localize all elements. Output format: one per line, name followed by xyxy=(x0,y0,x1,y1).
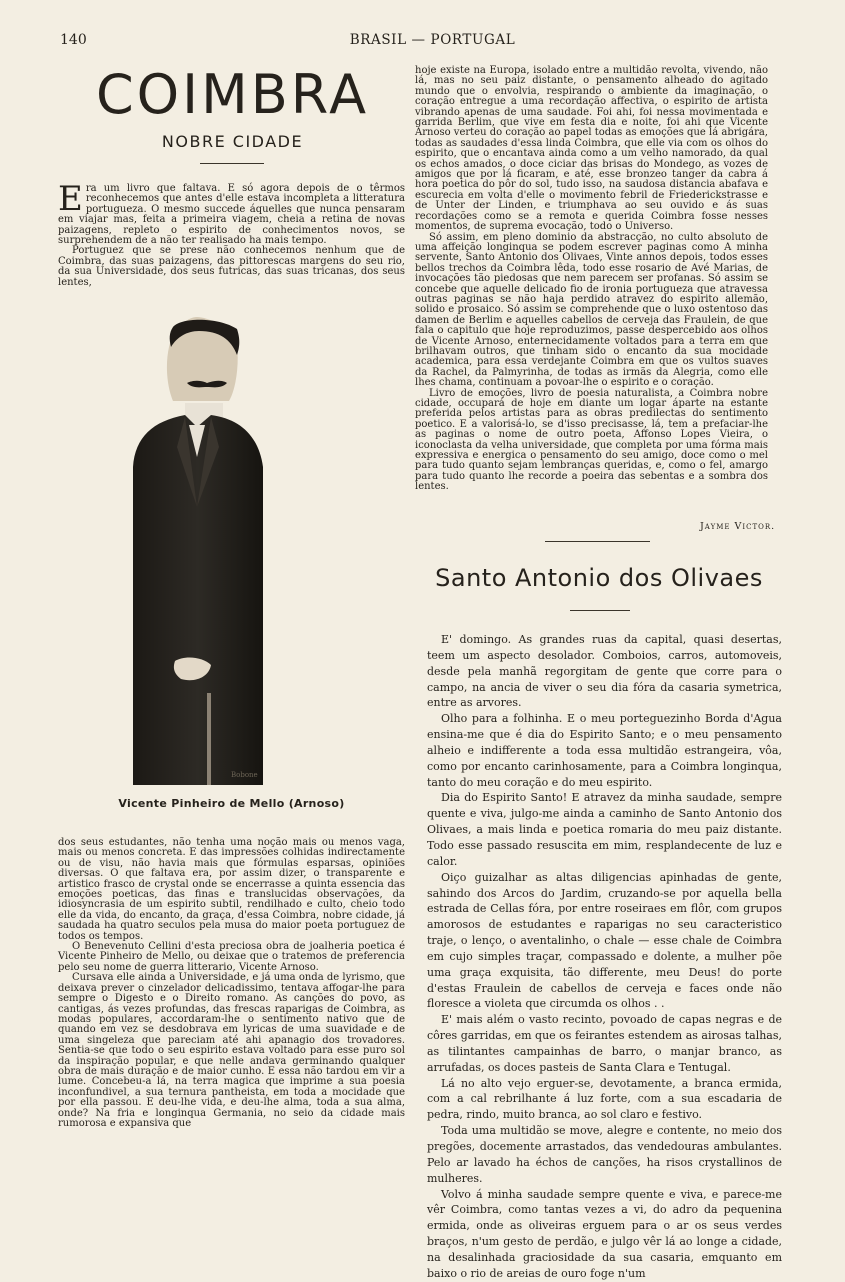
paragraph: hoje existe na Europa, isolado entre a multidão revolta, vivendo, não lá, mas no seu paiz distante, o pensamento alheado do agitado mundo que o envolvia, respirando o ambiente da imaginação, o coração entregue a uma recordação affectiva, o espirito de artista vibrando apenas de uma saudade. Foi ahi, foi nessa movimentada e garrida Berlim, que vive em festa dia e noite, foi ahi que Vicente Arnoso verteu do coração ao papel todas as emoções que lá abrigára, todas as saudades d'essa linda Coimbra, que elle via com os olhos do espirito, que o encantava ainda como a um velho namorado, da qual os echos amados, o doce ciciar das brisas do Mondego, as vozes de amigos que por lá ficaram, e até, esse bronzeo tanger da cabra á hora poetica do pôr do sol, tudo isso, na saudosa distancia abafava e escurecia em volta d'elle o movimento febril de Friederickstrasse e de Unter der Linden, e triumphava ao seu ouvido e ás suas recordações como se a remota e querida Coimbra fosse nesses momentos, de suprema evocação, todo o Universo. xyxy=(415,65,768,233)
paragraph: E' domingo. As grandes ruas da capital, quasi desertas, teem um aspecto desolador. Comboios, carros, automoveis, desde pela manhã regorgitam de gente que corre para o campo, na ancia de viver o seu dia fóra da casaria symetrica, entre as arvores. xyxy=(427,633,782,710)
title-rule xyxy=(570,610,630,611)
paragraph: Livro de emoções, livro de poesia naturalista, a Coimbra nobre cidade, occupará de hoje em diante um logar áparte na estante preferida pelos artistas para as obras predilectas do sentimento poetico. E a valorisá-lo, se d'isso precisasse, lá, tem a prefaciar-lhe as paginas o nome de outro poeta, Affonso Lopes Vieira, o iconoclasta da velha universidade, que completa por uma fórma mais expressiva e energica o pensamento do seu amigo, doce como o mel para tudo quanto sejam lembranças queridas, e, como o fel, amargo para tudo quanto lhe recorde a poeira das sebentas e a sombra dos lentes. xyxy=(415,387,768,493)
article-column-right-top xyxy=(415,66,768,493)
section-divider xyxy=(545,541,650,542)
paragraph: O Benevenuto Cellini d'esta preciosa obra de joalheria poetica é Vicente Pinheiro de Mello, ou deixae que o tratemos de preferencia pelo seu nome de guerra litterario, Vicente Arnoso. xyxy=(58,941,405,973)
portrait-photo xyxy=(133,317,263,785)
page-header xyxy=(60,30,805,52)
second-article-title: Santo Antonio dos Olivaes xyxy=(435,564,763,592)
page-number: 140 xyxy=(60,32,87,48)
paragraph: Oiço guizalhar as altas diligencias apinhadas de gente, sahindo dos Arcos do Jardim, cruzando-se por aquella bella estrada de Cellas fóra, por entre roseiraes em flôr, com grupos amorosos de estudantes e raparigas no seu caracteristico traje, o lenço, o aventalinho, o chale — esse chale de Coimbra em cujo simples traçar, compassado e dolente, a mulher põe uma graça exquisita, tão differente, meu Deus! do porte d'estas Fraulein de cabellos de cerveja e faces onde não floresce a violeta que circumda os olhos . . xyxy=(427,870,782,1011)
article-column-left-bottom xyxy=(58,838,405,1129)
paragraph: Portuguez que se prese não conhecemos nenhum que de Coimbra, das suas paizagens, das pittorescas margens do seu rio, da sua Universidade, dos seus futricas, das suas tricanas, dos seus lentes, xyxy=(58,245,405,288)
intro-paragraph xyxy=(58,179,405,247)
paragraph: dos seus estudantes, não tenha uma noção mais ou menos vaga, mais ou menos concreta. E das impressões colhidas indirectamente ou de visu, não havia mais que fórmulas esparsas, opiniões diversas. O que faltava era, por assim dizer, o transparente e artistico frasco de crystal onde se encerrasse a quinta essencia das emoções poeticas, das finas e translucidas observações, da idiosyncrasia de um espirito subtil, rendilhado e culto, cheio todo elle da vida, do encanto, da graça, d'essa Coimbra, nobre cidade, já saudada ha quatro seculos pela musa do maior poeta portuguez de todos os tempos. xyxy=(58,837,405,942)
second-article-column xyxy=(427,632,782,1282)
paragraph: Só assim, em pleno dominio da abstracção, no culto absoluto de uma affeição longinqua se podem escrever paginas como A minha servente, Santo Antonio dos Olivaes, Vinte annos depois, todos esses bellos trechos da Coimbra lêda, todo esse rosario de Avé Marias, de invocações tão piedosas que nem parecem ser profanas. Só assim se concebe que aquelle delicado fio de ironia portugueza que atravessa outras paginas se não haja perdido atravez do espirito allemão, solido e prosaico. Só assim se comprehende que o luxo ostentoso das damen de Berlim e aquelles cabellos de cerveja das Fraulein, de que fala o capitulo que hoje reproduzimos, passe despercebido aos olhos de Vicente Arnoso, enternecidamente voltados para a terra em que brilhavam outros, que tinham sido o encanto da sua mocidade academica, para essa verdejante Coimbra em que os vultos suaves da Rachel, da Palmyrinha, de todas as irmãs da Alegria, como elle lhes chama, continuam a povoar-lhe o espirito e o coração. xyxy=(415,231,768,389)
photographer-signature: Bobone xyxy=(231,771,258,779)
article-subtitle: NOBRE CIDADE xyxy=(161,132,304,151)
portrait-illustration xyxy=(133,317,263,785)
author-signature: Jayme Victor. xyxy=(700,521,776,532)
paragraph: Cursava elle ainda a Universidade, e já uma onda de lyrismo, que deixava prever o cinzelador delicadissimo, tentava affogar-lhe para sempre o Digesto e o Direito romano. As canções do povo, as cantigas, ás vezes profundas, das frescas raparigas de Coimbra, as modas populares, accordaram-lhe o sentimento nativo que de quando em vez se desdobrava em lyricas de uma suavidade e de uma singeleza que pareciam até ahi apanagio dos trovadores. Sentia-se que todo o seu espirito estava voltado para esse puro sol da inspiração popular, e que nelle andava germinando qualquer obra de mais duração e de maior cunho. E essa não tardou em vir a lume. Concebeu-a lá, na terra magica que imprime a sua poesia inconfundivel, a sua ternura pantheista, em toda a mocidade que por ella passou. E deu-lhe vida, e deu-lhe alma, toda a sua alma, onde? Na fria e longinqua Germania, no seio da cidade mais rumorosa e expansiva que xyxy=(58,972,405,1129)
paragraph: E' mais além o vasto recinto, povoado de capas negras e de côres garridas, em que os feirantes estendem as airosas talhas, as tilintantes campainhas de barro, o manjar branco, as arrufadas, os doces pasteis de Santa Clara e Tentugal. xyxy=(427,1013,782,1074)
paragraph: Dia do Espirito Santo! E atravez da minha saudade, sempre quente e viva, julgo-me ainda a caminho de Santo Antonio dos Olivaes, a mais linda e poetica romaria do meu paiz distante. Todo esse passado resuscita em mim, resplandecente de luz e calor. xyxy=(427,791,782,868)
paragraph: Volvo á minha saudade sempre quente e viva, e parece-me vêr Coimbra, como tantas vezes a vi, do adro da pequenina ermida, onde as oliveiras erguem para o ar os seus verdes braços, n'um gesto de perdão, e julgo vêr lá ao longe a cidade, na desalinhada graciosidade da sua casaria, emquanto em baixo o rio de areias de ouro foge n'um xyxy=(427,1187,782,1280)
paragraph: Toda uma multidão se move, alegre e contente, no meio dos pregões, docemente arrastados, das vendedouras ambulantes. Pelo ar lavado ha échos de canções, ha risos crystallinos de mulheres. xyxy=(427,1124,782,1185)
running-title: BRASIL — PORTUGAL xyxy=(349,32,516,48)
intro-text: ra um livro que faltava. E só agora depois de o têrmos reconhecemos que antes d'elle estava incompleta a litteratura portugueza. O mesmo succede áquelles que nunca pensaram em viajar mas, feita a primeira viagem, cheia a retina de novas paizagens, repleto o espirito de conhecimentos novos, se surprehendem de a não ter realisado ha mais tempo. xyxy=(58,183,405,247)
article-title: COIMBRA xyxy=(95,63,370,126)
drop-cap: E xyxy=(58,179,83,219)
paragraph: Lá no alto vejo erguer-se, devotamente, a branca ermida, com a cal rebrilhante á luz forte, com a sua escadaria de pedra, rindo, muito branca, ao sol claro e festivo. xyxy=(427,1076,782,1122)
article-column-left-top xyxy=(58,179,405,288)
paragraph: Olho para a folhinha. E o meu porteguezinho Borda d'Agua ensina-me que é dia do Espirito Santo; e o meu pensamento alheio e indifferente a toda essa multidão estrangeira, vôa, como por encanto carinhosamente, para a Coimbra longinqua, tanto do meu coração e do meu espirito. xyxy=(427,712,782,789)
photo-caption: Vicente Pinheiro de Mello (Arnoso) xyxy=(118,797,345,810)
title-rule xyxy=(200,163,264,164)
